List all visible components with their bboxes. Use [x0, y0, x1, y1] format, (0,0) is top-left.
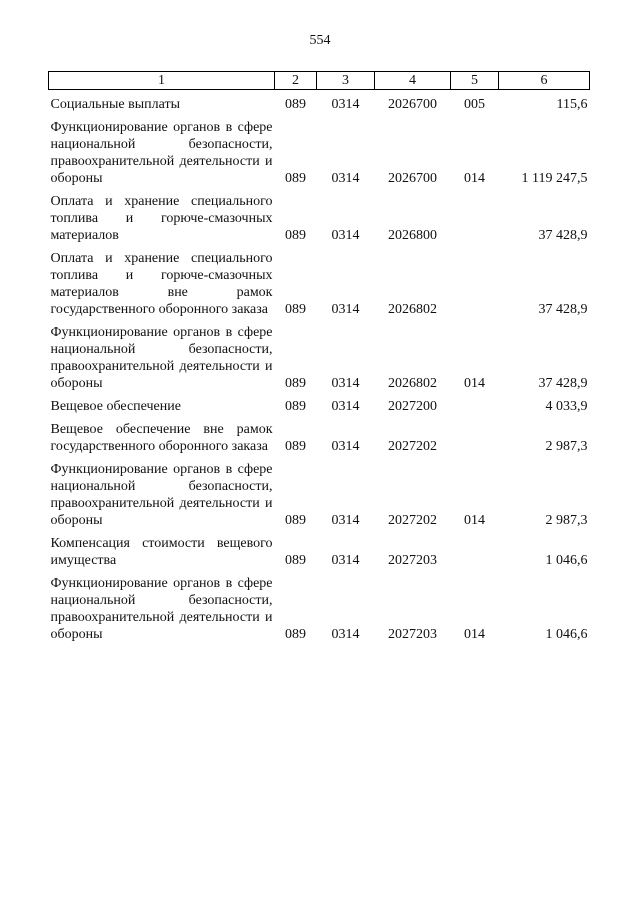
table-row [49, 461, 590, 535]
row-vr: 014 [464, 627, 485, 642]
row-csr: 2026800 [388, 228, 437, 243]
budget-table [48, 71, 590, 649]
row-vr [451, 535, 499, 575]
table-row [49, 535, 590, 575]
column-header-4: 4 [375, 72, 451, 90]
row-ved: 089 [285, 171, 306, 186]
row-ved: 089 [285, 97, 306, 112]
row-csr: 2027203 [388, 553, 437, 568]
row-ved: 089 [285, 553, 306, 568]
table-body [49, 90, 590, 650]
row-ved: 089 [285, 627, 306, 642]
row-amount: 115,6 [556, 97, 588, 112]
row-amount: 2 987,3 [545, 513, 588, 528]
row-name: Оплата и хранение специального топлива и горюче-смазочных материалов вне рамок государственного оборонного заказа [50, 251, 273, 317]
row-rzpr: 0314 [331, 553, 360, 568]
row-rzpr: 0314 [331, 627, 360, 642]
row-rzpr: 0314 [331, 439, 360, 454]
table-row [49, 421, 590, 461]
row-vr [451, 421, 499, 461]
row-amount: 1 046,6 [545, 553, 588, 568]
row-name: Социальные выплаты [50, 97, 181, 112]
column-header-5: 5 [451, 72, 499, 90]
table-row [49, 575, 590, 649]
header-row [49, 72, 590, 90]
row-csr: 2026700 [388, 97, 437, 112]
row-csr: 2027200 [388, 399, 437, 414]
row-ved: 089 [285, 228, 306, 243]
row-name: Оплата и хранение специального топлива и горюче-смазочных материалов [50, 194, 273, 243]
row-ved: 089 [285, 302, 306, 317]
row-vr: 014 [464, 171, 485, 186]
row-csr: 2026802 [388, 302, 437, 317]
table-row [49, 96, 590, 119]
column-header-1: 1 [49, 72, 275, 90]
row-rzpr: 0314 [331, 302, 360, 317]
row-name: Функционирование органов в сфере национальной безопасности, правоохранительной деятельности и обороны [50, 325, 273, 391]
row-vr [451, 250, 499, 324]
row-vr: 005 [464, 97, 485, 112]
row-name: Функционирование органов в сфере национальной безопасности, правоохранительной деятельности и обороны [50, 120, 273, 186]
row-ved: 089 [285, 439, 306, 454]
row-rzpr: 0314 [331, 513, 360, 528]
row-name: Вещевое обеспечение вне рамок государственного оборонного заказа [50, 422, 273, 454]
row-vr [451, 193, 499, 250]
row-amount: 1 119 247,5 [521, 171, 588, 186]
table-row [49, 250, 590, 324]
table-row [49, 324, 590, 398]
row-csr: 2027203 [388, 627, 437, 642]
row-amount: 2 987,3 [545, 439, 588, 454]
row-rzpr: 0314 [331, 399, 360, 414]
row-vr: 014 [464, 376, 485, 391]
column-header-2: 2 [275, 72, 317, 90]
row-rzpr: 0314 [331, 97, 360, 112]
row-amount: 37 428,9 [538, 376, 588, 391]
table-row [49, 193, 590, 250]
row-amount: 37 428,9 [538, 302, 588, 317]
table-row [49, 119, 590, 193]
row-vr [451, 398, 499, 421]
row-amount: 4 033,9 [545, 399, 588, 414]
row-vr: 014 [464, 513, 485, 528]
row-ved: 089 [285, 376, 306, 391]
row-csr: 2027202 [388, 439, 437, 454]
row-name: Функционирование органов в сфере национальной безопасности, правоохранительной деятельности и обороны [50, 576, 273, 642]
row-csr: 2027202 [388, 513, 437, 528]
row-csr: 2026802 [388, 376, 437, 391]
row-ved: 089 [285, 399, 306, 414]
table-row [49, 398, 590, 421]
row-rzpr: 0314 [331, 171, 360, 186]
column-header-6: 6 [499, 72, 590, 90]
row-rzpr: 0314 [331, 376, 360, 391]
row-amount: 37 428,9 [538, 228, 588, 243]
row-ved: 089 [285, 513, 306, 528]
row-name: Функционирование органов в сфере национальной безопасности, правоохранительной деятельности и обороны [50, 462, 273, 528]
row-name: Вещевое обеспечение [50, 399, 181, 414]
column-header-3: 3 [317, 72, 375, 90]
row-rzpr: 0314 [331, 228, 360, 243]
row-name: Компенсация стоимости вещевого имущества [50, 536, 273, 568]
page-number: 554 [309, 33, 331, 48]
row-csr: 2026700 [388, 171, 437, 186]
row-amount: 1 046,6 [545, 627, 588, 642]
